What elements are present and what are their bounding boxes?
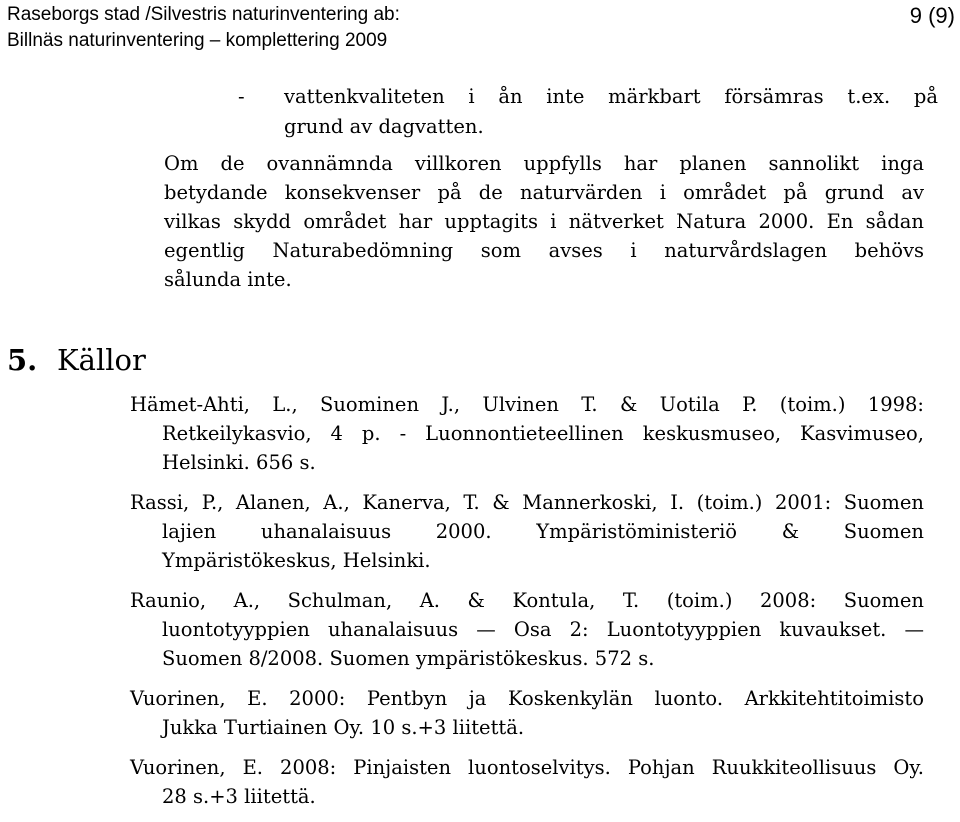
section-title: Källor (57, 343, 146, 377)
header-title-line-2: Billnäs naturinventering – komplettering 2009 (7, 30, 388, 51)
reference-line: Raunio, A., Schulman, A. & Kontula, T. (toim.) 2008: Suomen (130, 589, 924, 612)
body-paragraph (164, 149, 924, 294)
paragraph-line: egentlig Naturabedömning som avses i naturvårdslagen behövs (164, 239, 924, 262)
paragraph-line: betydande konsekvenser på de naturvärden i området på grund av (164, 181, 924, 204)
bullet-text-line-2: grund av dagvatten. (284, 115, 484, 138)
reference-entry (130, 390, 924, 477)
section-number: 5. (7, 343, 38, 377)
reference-line: Vuorinen, E. 2000: Pentbyn ja Koskenkylän luonto. Arkkitehtitoimisto (130, 687, 924, 710)
reference-line: Jukka Turtiainen Oy. 10 s.+3 liitettä. (162, 716, 525, 739)
reference-line: Helsinki. 656 s. (162, 451, 316, 474)
reference-line: Vuorinen, E. 2008: Pinjaisten luontoselvitys. Pohjan Ruukkiteollisuus Oy. (130, 756, 924, 779)
reference-line: luontotyyppien uhanalaisuus — Osa 2: Luontotyyppien kuvaukset. — (162, 618, 924, 641)
reference-entry (130, 684, 924, 742)
paragraph-line: sålunda inte. (164, 268, 292, 291)
reference-line: Retkeilykasvio, 4 p. - Luonnontieteellinen keskusmuseo, Kasvimuseo, (162, 422, 924, 445)
paragraph-line: vilkas skydd området har upptagits i nätverket Natura 2000. En sådan (164, 210, 924, 233)
section-heading (7, 340, 146, 380)
bullet-item (238, 82, 938, 142)
page-number: 9 (9) (909, 3, 955, 28)
bullet-dash: - (238, 85, 245, 108)
reference-entry (130, 753, 924, 811)
reference-list (130, 390, 924, 822)
bullet-text-line-1: vattenkvaliteten i ån inte märkbart försämras t.ex. på (284, 85, 938, 108)
reference-line: lajien uhanalaisuus 2000. Ympäristöministeriö & Suomen (162, 520, 924, 543)
reference-line: Rassi, P., Alanen, A., Kanerva, T. & Mannerkoski, I. (toim.) 2001: Suomen (130, 491, 924, 514)
reference-entry (130, 586, 924, 673)
reference-line: Ympäristökeskus, Helsinki. (162, 549, 431, 572)
reference-line: 28 s.+3 liitettä. (162, 785, 316, 808)
reference-entry (130, 488, 924, 575)
reference-line: Hämet-Ahti, L., Suominen J., Ulvinen T. & Uotila P. (toim.) 1998: (130, 393, 924, 416)
header-title-line-1: Raseborgs stad /Silvestris naturinventering ab: (7, 4, 400, 25)
paragraph-line: Om de ovannämnda villkoren uppfylls har planen sannolikt inga (164, 152, 924, 175)
page-header (7, 2, 955, 54)
reference-line: Suomen 8/2008. Suomen ympäristökeskus. 572 s. (162, 647, 655, 670)
